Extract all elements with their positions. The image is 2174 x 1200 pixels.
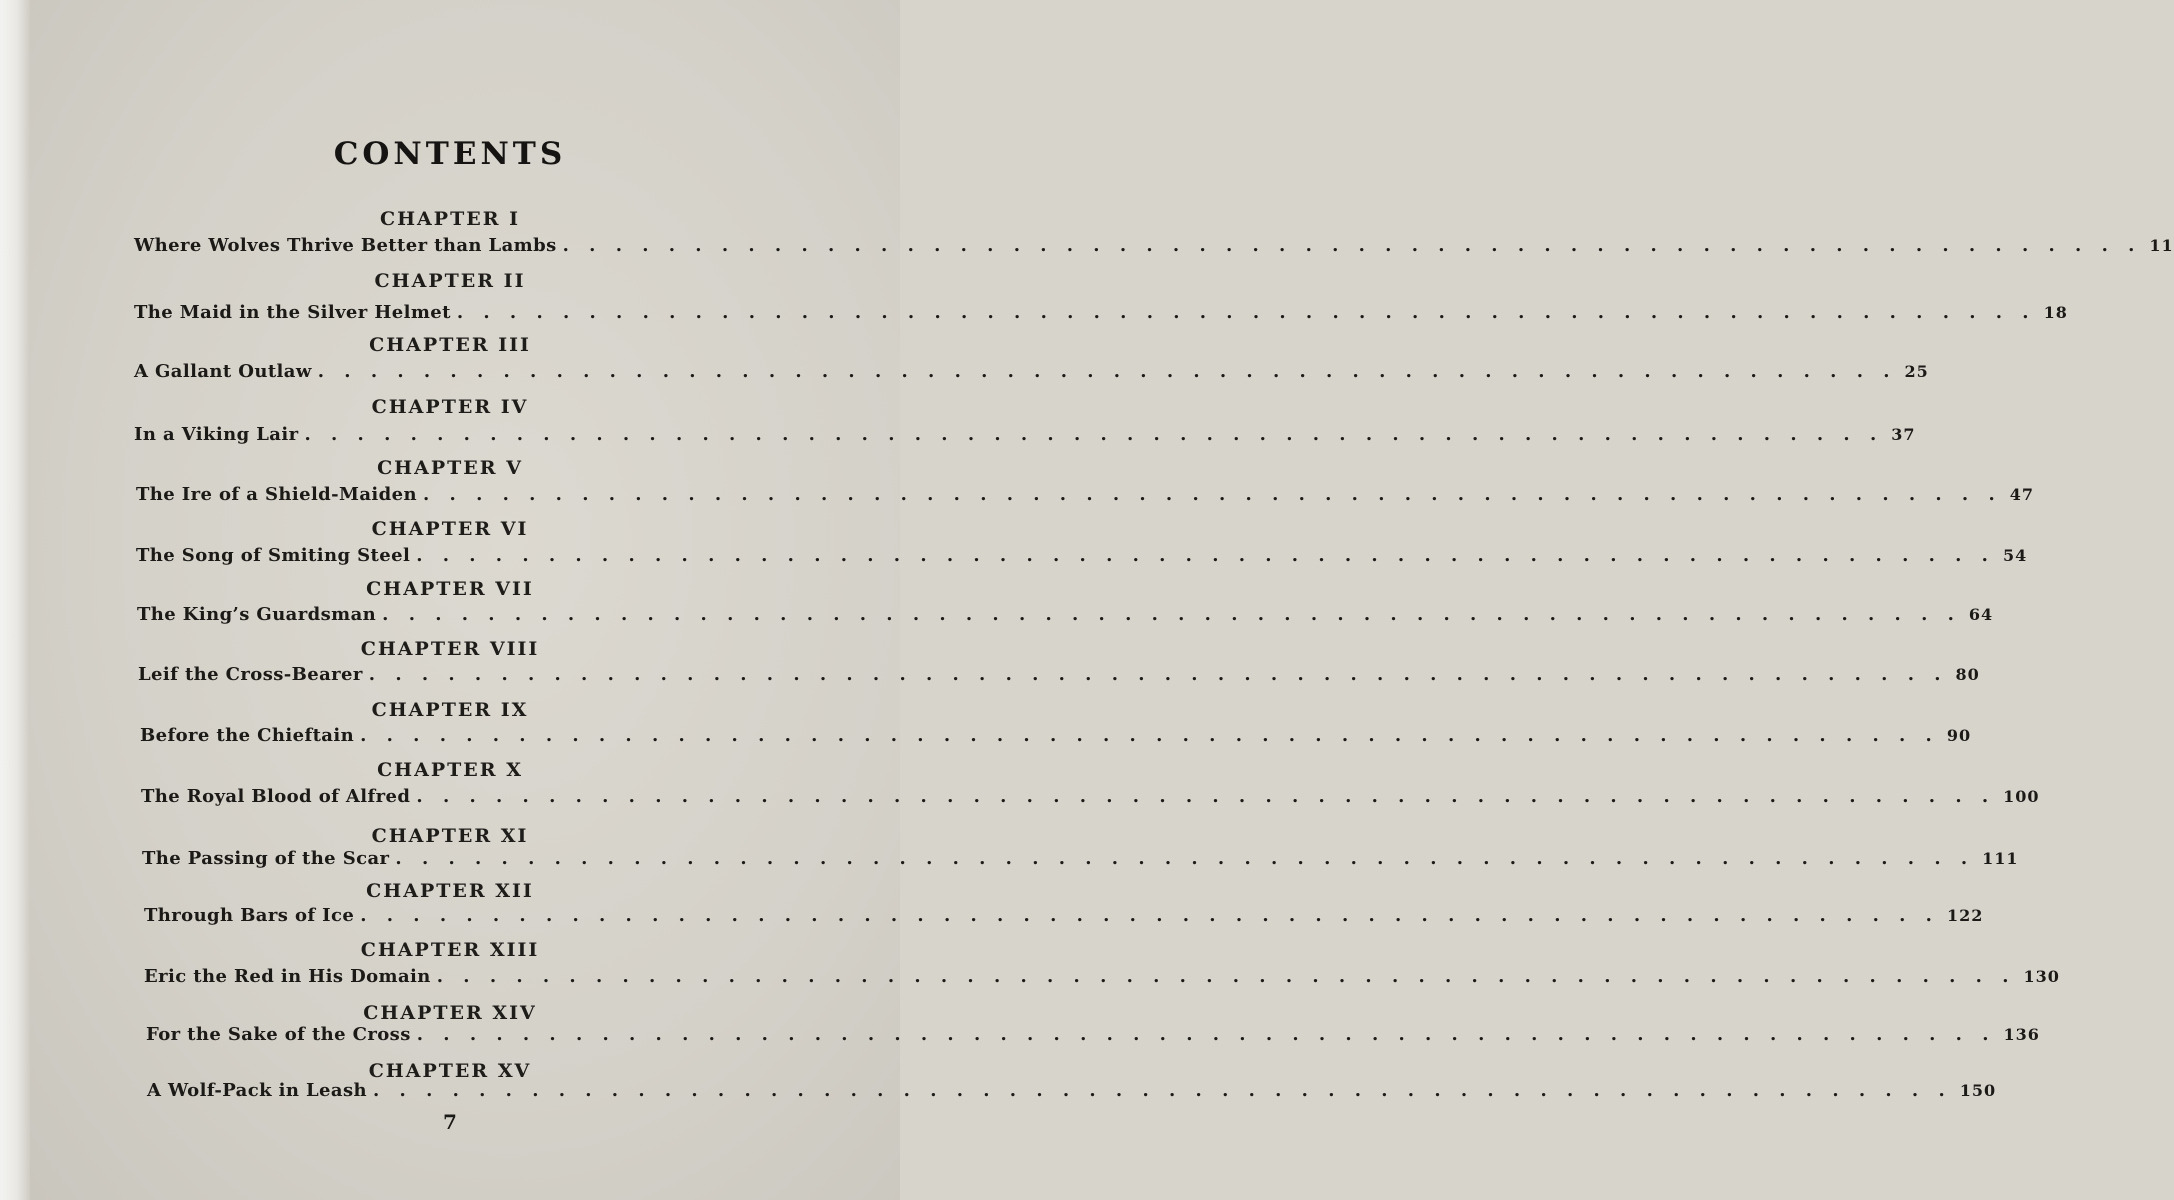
dot-leader: . . . . . . . . . . . . . . . . . . . . . . . . . . . . . . . . . . . . . . . . . . . . . . . . . . . . . . . . . . . .	[317, 361, 1897, 382]
chapter-heading: CHAPTER IV	[371, 396, 529, 418]
chapter-title: Through Bars of Ice	[144, 905, 355, 926]
chapter-title: Where Wolves Thrive Better than Lambs	[134, 235, 557, 256]
chapter-heading: CHAPTER XI	[371, 825, 529, 847]
dot-leader: . . . . . . . . . . . . . . . . . . . . . . . . . . . . . . . . . . . . . . . . . . . . . . . . . . . . . . . . . . . .	[416, 786, 1996, 807]
chapter-heading: CHAPTER XIV	[363, 1002, 537, 1024]
chapter-title: The Maid in the Silver Helmet	[134, 302, 451, 323]
toc-entry	[137, 604, 1994, 632]
toc-entry	[134, 235, 2174, 263]
chapter-title: The Ire of a Shield-Maiden	[136, 484, 417, 505]
toc-entry	[134, 302, 2068, 330]
dot-leader: . . . . . . . . . . . . . . . . . . . . . . . . . . . . . . . . . . . . . . . . . . . . . . . . . . . . . . . . . . . .	[423, 484, 2002, 505]
dot-leader: . . . . . . . . . . . . . . . . . . . . . . . . . . . . . . . . . . . . . . . . . . . . . . . . . . . . . . . . . . . .	[416, 545, 1995, 566]
toc-entry	[134, 361, 1929, 389]
dot-leader: . . . . . . . . . . . . . . . . . . . . . . . . . . . . . . . . . . . . . . . . . . . . . . . . . . . . . . . . . . . .	[360, 725, 1939, 746]
chapter-page-number: 47	[2009, 485, 2034, 504]
toc-entry	[141, 786, 2040, 814]
chapter-title: Before the Chieftain	[140, 725, 355, 746]
toc-entry	[142, 848, 2019, 876]
chapter-title: For the Sake of the Cross	[146, 1024, 411, 1045]
chapter-page-number: 18	[2043, 303, 2068, 322]
chapter-title: The Song of Smiting Steel	[136, 545, 411, 566]
page-title: CONTENTS	[333, 136, 567, 172]
chapter-page-number: 11	[2149, 236, 2174, 255]
chapter-page-number: 37	[1891, 425, 1916, 444]
page-number: 7	[443, 1110, 457, 1134]
chapter-heading: CHAPTER III	[369, 334, 531, 356]
chapter-page-number: 25	[1904, 362, 1929, 381]
chapter-page-number: 64	[1968, 605, 1994, 624]
chapter-title: The Passing of the Scar	[142, 848, 390, 869]
chapter-heading: CHAPTER XV	[368, 1060, 532, 1082]
toc-entry	[134, 424, 1916, 452]
chapter-heading: CHAPTER VIII	[360, 638, 540, 660]
toc-entry	[144, 905, 1984, 933]
chapter-heading: CHAPTER X	[377, 759, 523, 781]
chapter-heading: CHAPTER IX	[371, 699, 529, 721]
chapter-page-number: 80	[1955, 665, 1980, 684]
chapter-heading: CHAPTER VI	[371, 518, 529, 540]
chapter-page-number: 130	[2023, 967, 2060, 986]
dot-leader: . . . . . . . . . . . . . . . . . . . . . . . . . . . . . . . . . . . . . . . . . . . . . . . . . . . . . . . . . . . .	[304, 424, 1884, 445]
chapter-title: Leif the Cross-Bearer	[138, 664, 363, 685]
dot-leader: . . . . . . . . . . . . . . . . . . . . . . . . . . . . . . . . . . . . . . . . . . . . . . . . . . . . . . . . . . . .	[436, 966, 2016, 987]
dot-leader: . . . . . . . . . . . . . . . . . . . . . . . . . . . . . . . . . . . . . . . . . . . . . . . . . . . . . . . . . . . .	[373, 1080, 1952, 1101]
toc-entry	[136, 545, 2028, 573]
dot-leader: . . . . . . . . . . . . . . . . . . . . . . . . . . . . . . . . . . . . . . . . . . . . . . . . . . . . . . . . . . . .	[416, 1024, 1996, 1045]
toc-entry	[138, 664, 1980, 692]
chapter-heading: CHAPTER V	[377, 457, 523, 479]
toc-entry	[140, 725, 1972, 753]
dot-leader: . . . . . . . . . . . . . . . . . . . . . . . . . . . . . . . . . . . . . . . . . . . . . . . . . . . . . . . . . . . .	[395, 848, 1975, 869]
chapter-heading: CHAPTER I	[379, 208, 520, 230]
dot-leader: . . . . . . . . . . . . . . . . . . . . . . . . . . . . . . . . . . . . . . . . . . . . . . . . . . . . . . . . . . . .	[562, 235, 2142, 256]
chapter-title: A Gallant Outlaw	[134, 361, 312, 382]
chapter-title: A Wolf-Pack in Leash	[147, 1080, 367, 1101]
chapter-page-number: 136	[2003, 1025, 2040, 1044]
chapter-heading: CHAPTER XII	[366, 880, 534, 902]
dot-leader: . . . . . . . . . . . . . . . . . . . . . . . . . . . . . . . . . . . . . . . . . . . . . . . . . . . . . . . . . . . .	[456, 302, 2036, 323]
chapter-page-number: 122	[1946, 906, 1984, 925]
chapter-heading: CHAPTER VII	[366, 578, 534, 600]
dot-leader: . . . . . . . . . . . . . . . . . . . . . . . . . . . . . . . . . . . . . . . . . . . . . . . . . . . . . . . . . . . .	[368, 664, 1948, 685]
chapter-page-number: 100	[2003, 787, 2040, 806]
dot-leader: . . . . . . . . . . . . . . . . . . . . . . . . . . . . . . . . . . . . . . . . . . . . . . . . . . . . . . . . . . . .	[360, 905, 1939, 926]
chapter-heading: CHAPTER XIII	[360, 939, 540, 961]
toc-entry	[146, 1024, 2040, 1052]
chapter-title: In a Viking Lair	[134, 424, 299, 445]
toc-entry	[144, 966, 2060, 994]
chapter-title: The King’s Guardsman	[137, 604, 377, 625]
toc-entry	[147, 1080, 1997, 1108]
chapter-page-number: 150	[1959, 1081, 1997, 1100]
chapter-title: Eric the Red in His Domain	[144, 966, 431, 987]
dot-leader: . . . . . . . . . . . . . . . . . . . . . . . . . . . . . . . . . . . . . . . . . . . . . . . . . . . . . . . . . . . .	[382, 604, 1961, 625]
chapter-heading: CHAPTER II	[374, 270, 526, 292]
toc-entry	[136, 484, 2034, 512]
chapter-page-number: 111	[1982, 849, 2019, 868]
chapter-page-number: 54	[2002, 546, 2028, 565]
chapter-title: The Royal Blood of Alfred	[141, 786, 411, 807]
chapter-page-number: 90	[1946, 726, 1972, 745]
